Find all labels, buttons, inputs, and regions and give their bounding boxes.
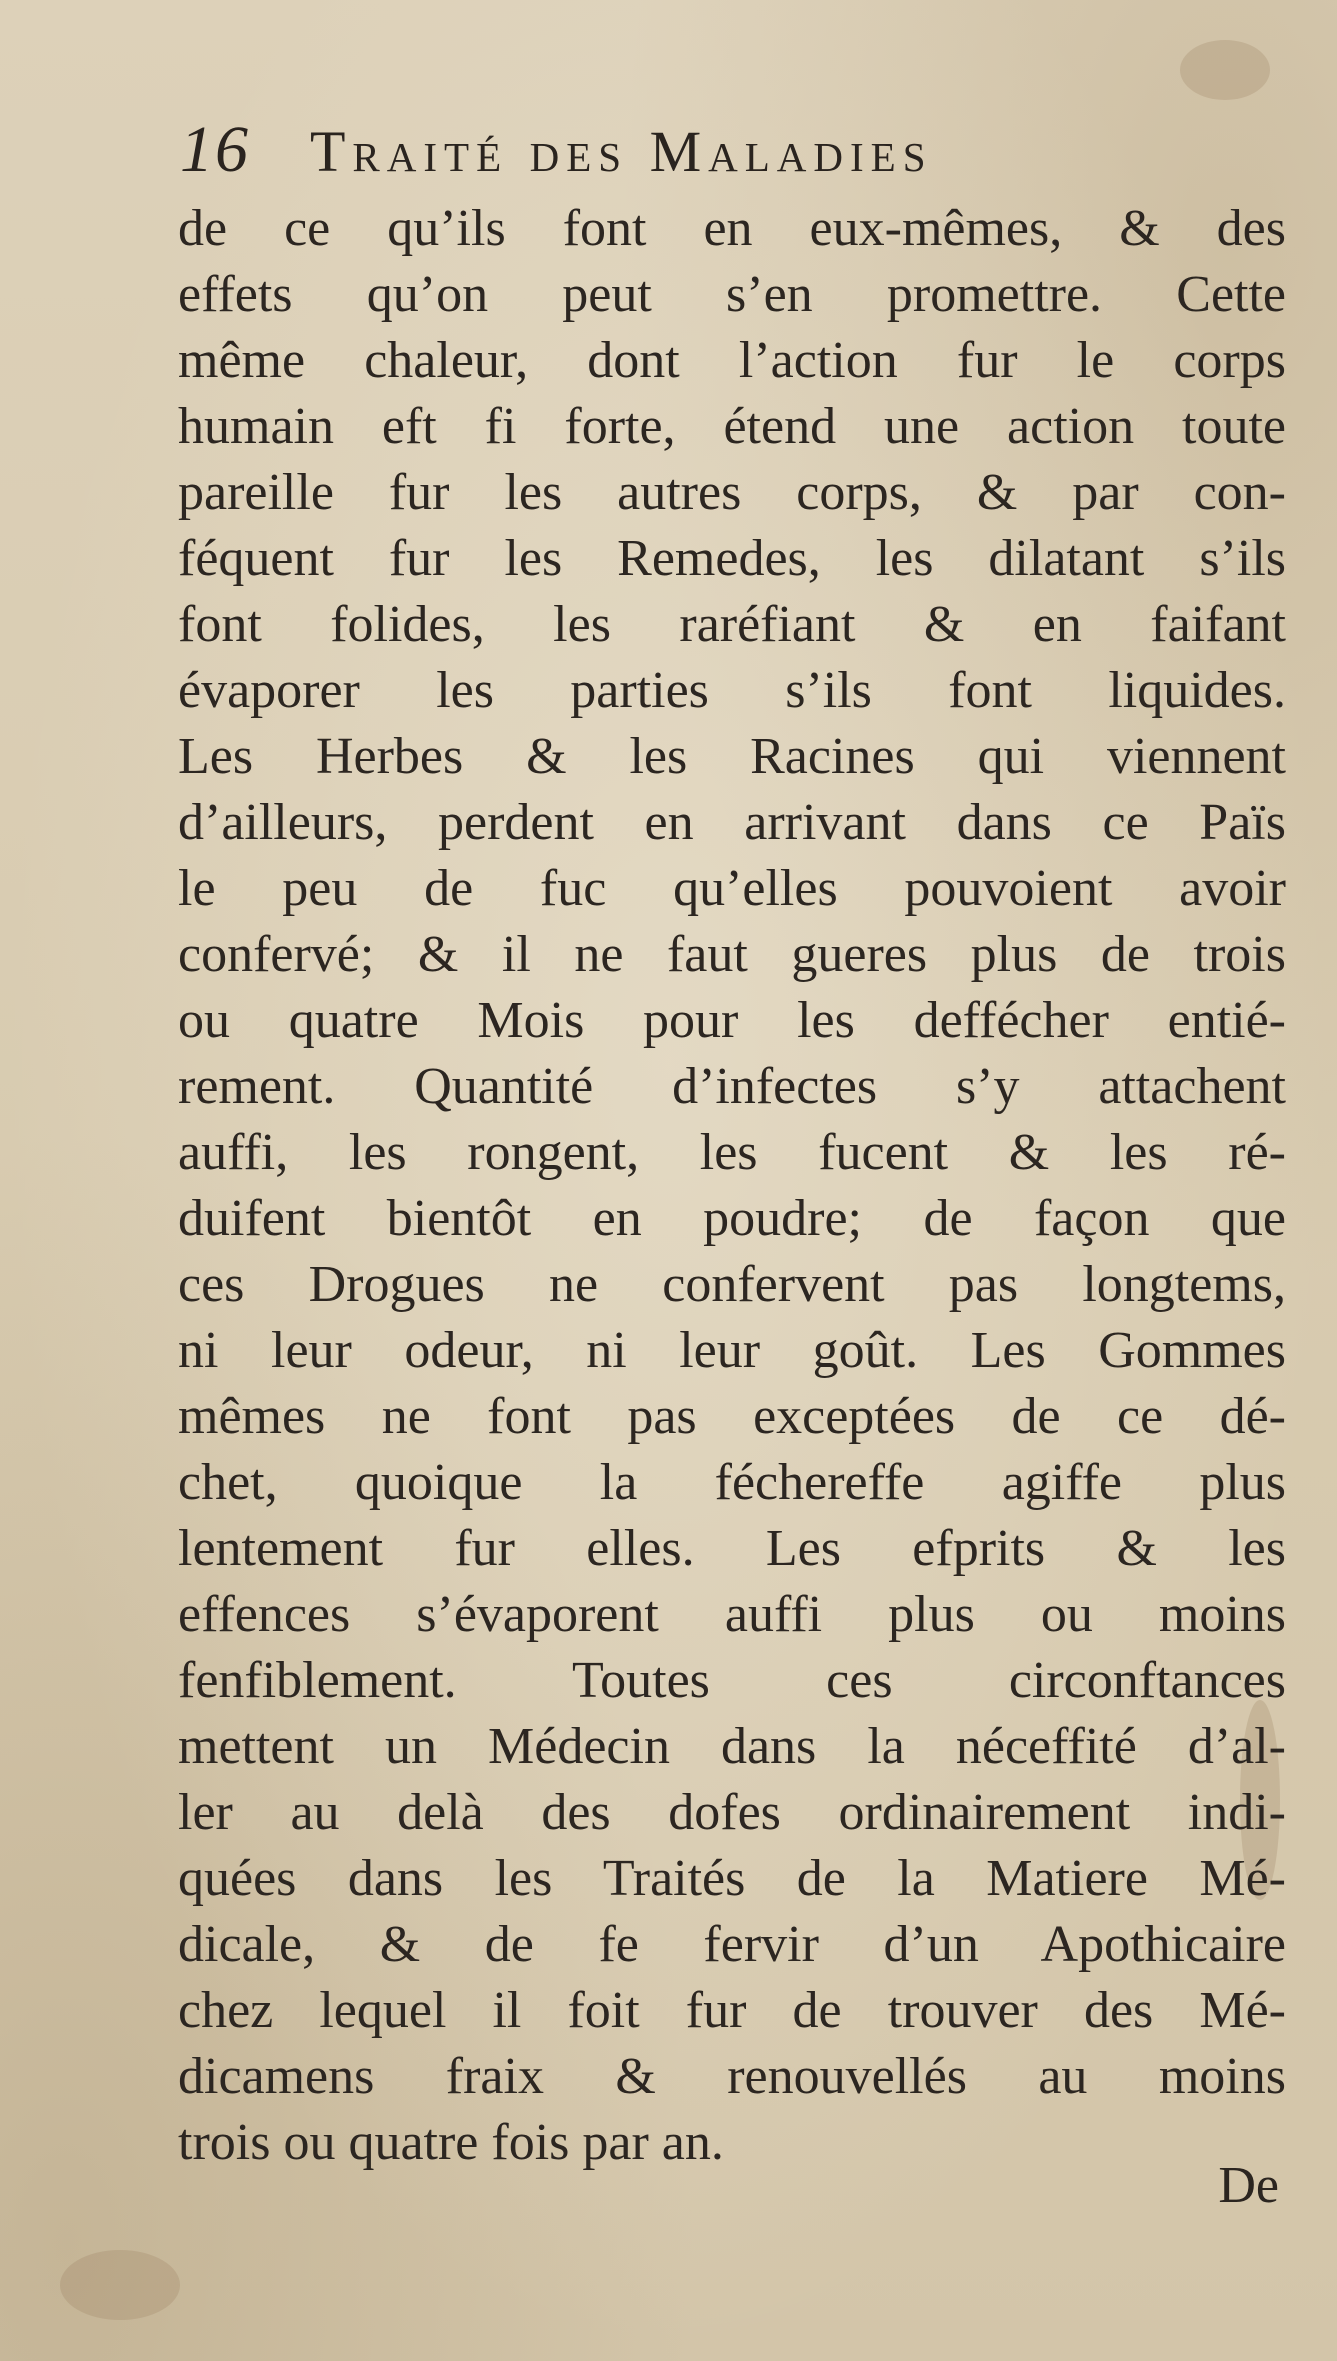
text-line: effets qu’on peut s’en promettre. Cette — [178, 266, 1286, 323]
running-title: Traité des Maladies — [310, 119, 933, 184]
text-line: ler au delà des dofes ordinairement indi- — [178, 1784, 1286, 1841]
text-line: auffi, les rongent, les fucent & les ré- — [178, 1124, 1286, 1181]
catchword: De — [1218, 2157, 1279, 2214]
text-line: chet, quoique la féchereffe agiffe plus — [178, 1454, 1286, 1511]
text-line: le peu de fuc qu’elles pouvoient avoir — [178, 860, 1286, 917]
text-line: évaporer les parties s’ils font liquides. — [178, 662, 1286, 719]
text-line: trois ou quatre fois par an. — [178, 2114, 724, 2171]
paper-stain — [1180, 40, 1270, 100]
paper-stain — [60, 2250, 180, 2320]
text-line: lentement fur elles. Les efprits & les — [178, 1520, 1286, 1577]
text-line: humain eft fi forte, étend une action toute — [178, 398, 1286, 455]
running-head — [180, 112, 1240, 202]
text-line: de ce qu’ils font en eux-mêmes, & des — [178, 200, 1286, 257]
text-line: chez lequel il foit fur de trouver des Mé- — [178, 1982, 1286, 2039]
text-line: mettent un Médecin dans la néceffité d’al- — [178, 1718, 1286, 1775]
text-line: fenfiblement. Toutes ces circonftances — [178, 1652, 1286, 1709]
text-line: pareille fur les autres corps, & par con- — [178, 464, 1286, 521]
text-line: féquent fur les Remedes, les dilatant s’ils — [178, 530, 1286, 587]
text-line: ces Drogues ne confervent pas longtems, — [178, 1256, 1286, 1313]
text-line: d’ailleurs, perdent en arrivant dans ce Païs — [178, 794, 1286, 851]
text-line: dicale, & de fe fervir d’un Apothicaire — [178, 1916, 1286, 1973]
text-line: Les Herbes & les Racines qui viennent — [178, 728, 1286, 785]
body-text — [178, 196, 1286, 2176]
text-line: effences s’évaporent auffi plus ou moins — [178, 1586, 1286, 1643]
text-line: ni leur odeur, ni leur goût. Les Gommes — [178, 1322, 1286, 1379]
text-line: duifent bientôt en poudre; de façon que — [178, 1190, 1286, 1247]
text-line: dicamens fraix & renouvellés au moins — [178, 2048, 1286, 2105]
text-line: confervé; & il ne faut gueres plus de trois — [178, 926, 1286, 983]
text-line: même chaleur, dont l’action fur le corps — [178, 332, 1286, 389]
page-number: 16 — [180, 113, 250, 186]
text-line: rement. Quantité d’infectes s’y attachent — [178, 1058, 1286, 1115]
text-line: quées dans les Traités de la Matiere Mé- — [178, 1850, 1286, 1907]
text-line: mêmes ne font pas exceptées de ce dé- — [178, 1388, 1286, 1445]
text-line: ou quatre Mois pour les deffécher entié- — [178, 992, 1286, 1049]
text-line: font folides, les raréfiant & en faifant — [178, 596, 1286, 653]
